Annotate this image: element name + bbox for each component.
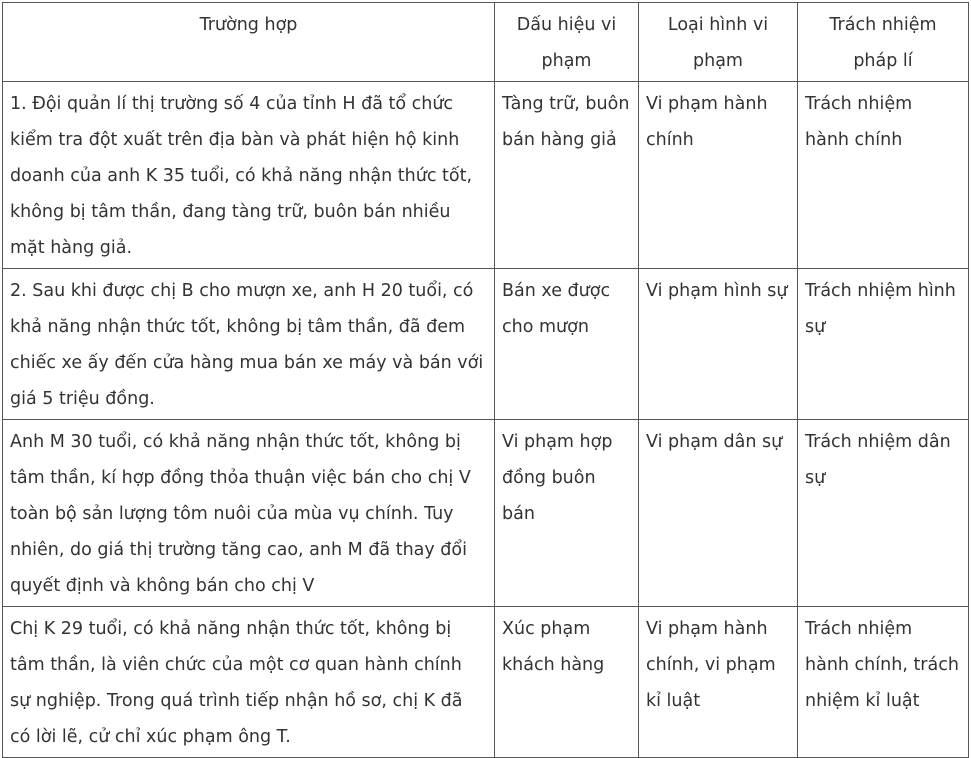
type-cell: Vi phạm dân sự	[639, 420, 798, 607]
violations-table	[2, 2, 969, 758]
header-sign: Dấu hiệu vi phạm	[495, 3, 639, 82]
type-cell: Vi phạm hành chính, vi phạm kỉ luật	[639, 607, 798, 758]
case-cell: 1. Đội quản lí thị trường số 4 của tỉnh H đã tổ chức kiểm tra đột xuất trên địa bàn và phát hiện hộ kinh doanh của anh K 35 tuổi, có khả năng nhận thức tốt, không bị tâm thần, đang tàng trữ, buôn bán nhiều mặt hàng giả.	[3, 82, 495, 269]
header-liability: Trách nhiệm pháp lí	[798, 3, 969, 82]
header-row	[3, 3, 969, 82]
type-cell: Vi phạm hình sự	[639, 269, 798, 420]
header-case: Trường hợp	[3, 3, 495, 82]
type-cell: Vi phạm hành chính	[639, 82, 798, 269]
sign-cell: Bán xe được cho mượn	[495, 269, 639, 420]
liability-cell: Trách nhiệm hình sự	[798, 269, 969, 420]
table-row	[3, 269, 969, 420]
case-cell: 2. Sau khi được chị B cho mượn xe, anh H 20 tuổi, có khả năng nhận thức tốt, không bị tâm thần, đã đem chiếc xe ấy đến cửa hàng mua bán xe máy và bán với giá 5 triệu đồng.	[3, 269, 495, 420]
table-row	[3, 420, 969, 607]
liability-cell: Trách nhiệm hành chính	[798, 82, 969, 269]
table-row	[3, 607, 969, 758]
header-type: Loại hình vi phạm	[639, 3, 798, 82]
sign-cell: Vi phạm hợp đồng buôn bán	[495, 420, 639, 607]
case-cell: Chị K 29 tuổi, có khả năng nhận thức tốt, không bị tâm thần, là viên chức của một cơ quan hành chính sự nghiệp. Trong quá trình tiếp nhận hồ sơ, chị K đã có lời lẽ, cử chỉ xúc phạm ông T.	[3, 607, 495, 758]
liability-cell: Trách nhiệm dân sự	[798, 420, 969, 607]
sign-cell: Tàng trữ, buôn bán hàng giả	[495, 82, 639, 269]
liability-cell: Trách nhiệm hành chính, trách nhiệm kỉ luật	[798, 607, 969, 758]
sign-cell: Xúc phạm khách hàng	[495, 607, 639, 758]
table-row	[3, 82, 969, 269]
case-cell: Anh M 30 tuổi, có khả năng nhận thức tốt, không bị tâm thần, kí hợp đồng thỏa thuận việc bán cho chị V toàn bộ sản lượng tôm nuôi của mùa vụ chính. Tuy nhiên, do giá thị trường tăng cao, anh M đã thay đổi quyết định và không bán cho chị V	[3, 420, 495, 607]
